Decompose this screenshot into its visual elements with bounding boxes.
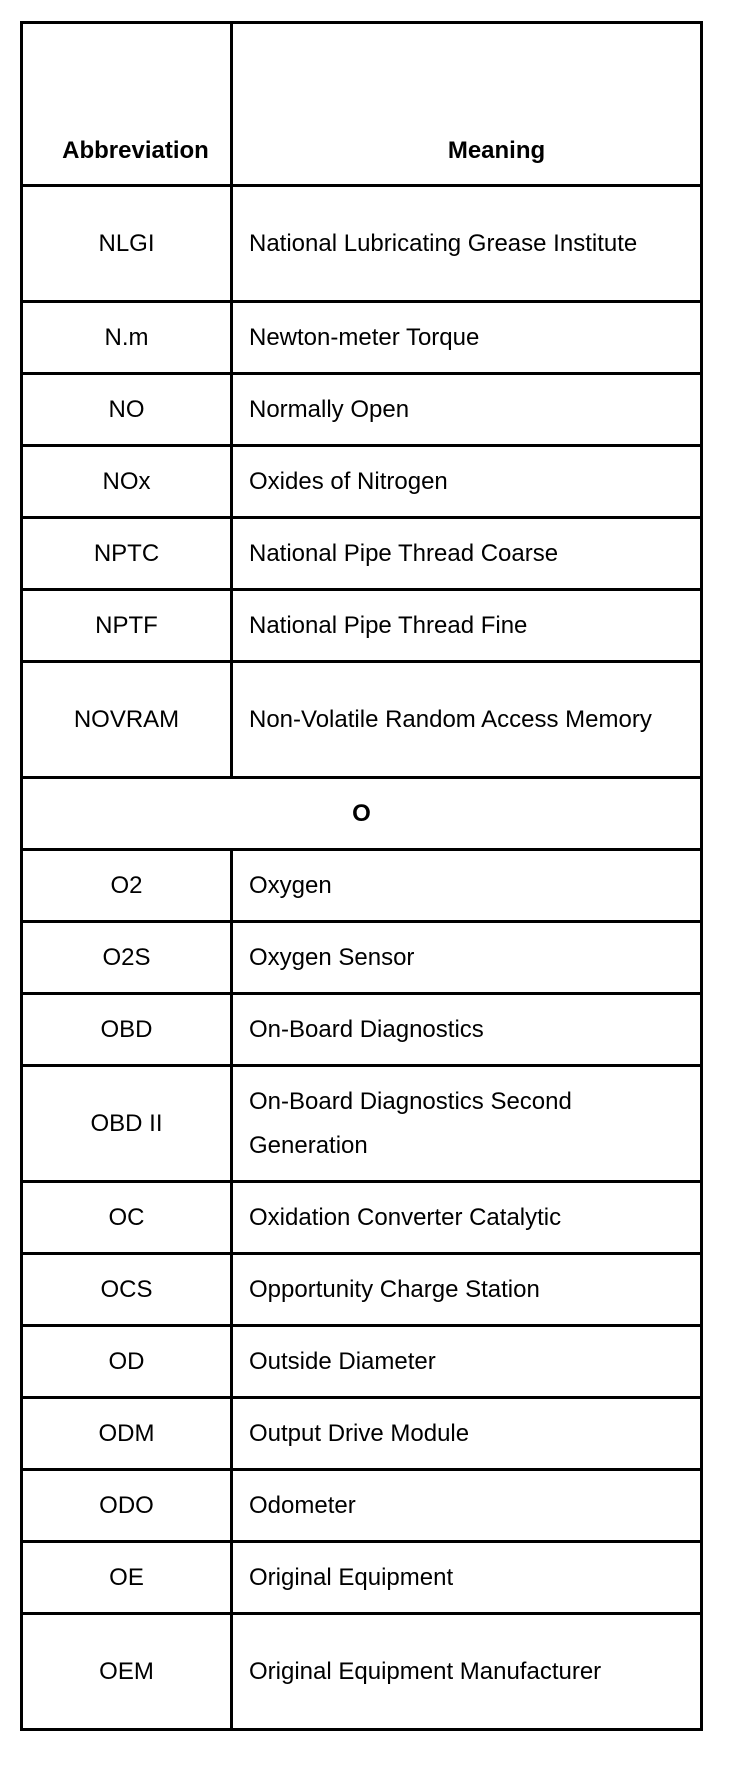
- meaning-cell: Oxides of Nitrogen: [232, 446, 702, 518]
- meaning-cell: National Pipe Thread Coarse: [232, 518, 702, 590]
- meaning-cell: Original Equipment: [232, 1542, 702, 1614]
- table-row: [22, 590, 702, 662]
- abbreviation-cell: NLGI: [22, 186, 232, 302]
- meaning-cell: Outside Diameter: [232, 1326, 702, 1398]
- abbreviation-cell: NO: [22, 374, 232, 446]
- meaning-cell: Oxidation Converter Catalytic: [232, 1182, 702, 1254]
- meaning-cell: Output Drive Module: [232, 1398, 702, 1470]
- table-row: [22, 302, 702, 374]
- abbreviation-cell: OE: [22, 1542, 232, 1614]
- table-row: [22, 1326, 702, 1398]
- table-row: [22, 374, 702, 446]
- abbreviation-table: [20, 21, 703, 1731]
- abbreviation-cell: ODM: [22, 1398, 232, 1470]
- abbreviation-cell: OD: [22, 1326, 232, 1398]
- header-abbreviation: Abbreviation: [22, 23, 232, 186]
- meaning-cell: Non-Volatile Random Access Memory: [232, 662, 702, 778]
- table-row: [22, 922, 702, 994]
- abbreviation-cell: N.m: [22, 302, 232, 374]
- table-row: [22, 518, 702, 590]
- meaning-cell: Oxygen Sensor: [232, 922, 702, 994]
- abbreviation-cell: O2S: [22, 922, 232, 994]
- abbreviation-cell: NOx: [22, 446, 232, 518]
- table-row: [22, 1614, 702, 1730]
- table-row: [22, 186, 702, 302]
- abbreviation-cell: OC: [22, 1182, 232, 1254]
- table-row: [22, 1254, 702, 1326]
- table-row: [22, 1066, 702, 1182]
- abbreviation-cell: OEM: [22, 1614, 232, 1730]
- section-header-row: [22, 778, 702, 850]
- header-meaning: Meaning: [232, 23, 702, 186]
- abbreviation-cell: NPTC: [22, 518, 232, 590]
- table-row: [22, 1542, 702, 1614]
- table-row: [22, 1470, 702, 1542]
- abbreviation-cell: OCS: [22, 1254, 232, 1326]
- table-row: [22, 1398, 702, 1470]
- abbreviation-cell: OBD: [22, 994, 232, 1066]
- meaning-cell: On-Board Diagnostics Second Generation: [232, 1066, 702, 1182]
- meaning-cell: Opportunity Charge Station: [232, 1254, 702, 1326]
- abbreviation-cell: NOVRAM: [22, 662, 232, 778]
- table-row: [22, 1182, 702, 1254]
- meaning-cell: National Pipe Thread Fine: [232, 590, 702, 662]
- meaning-cell: National Lubricating Grease Institute: [232, 186, 702, 302]
- meaning-cell: Odometer: [232, 1470, 702, 1542]
- table-row: [22, 662, 702, 778]
- meaning-cell: Original Equipment Manufacturer: [232, 1614, 702, 1730]
- meaning-cell: On-Board Diagnostics: [232, 994, 702, 1066]
- table-row: [22, 850, 702, 922]
- abbreviation-cell: O2: [22, 850, 232, 922]
- table-header-row: [22, 23, 702, 186]
- meaning-cell: Newton-meter Torque: [232, 302, 702, 374]
- abbreviation-cell: NPTF: [22, 590, 232, 662]
- abbreviation-cell: OBD II: [22, 1066, 232, 1182]
- table-row: [22, 994, 702, 1066]
- abbreviation-cell: ODO: [22, 1470, 232, 1542]
- section-letter: O: [22, 778, 702, 850]
- meaning-cell: Normally Open: [232, 374, 702, 446]
- meaning-cell: Oxygen: [232, 850, 702, 922]
- table-row: [22, 446, 702, 518]
